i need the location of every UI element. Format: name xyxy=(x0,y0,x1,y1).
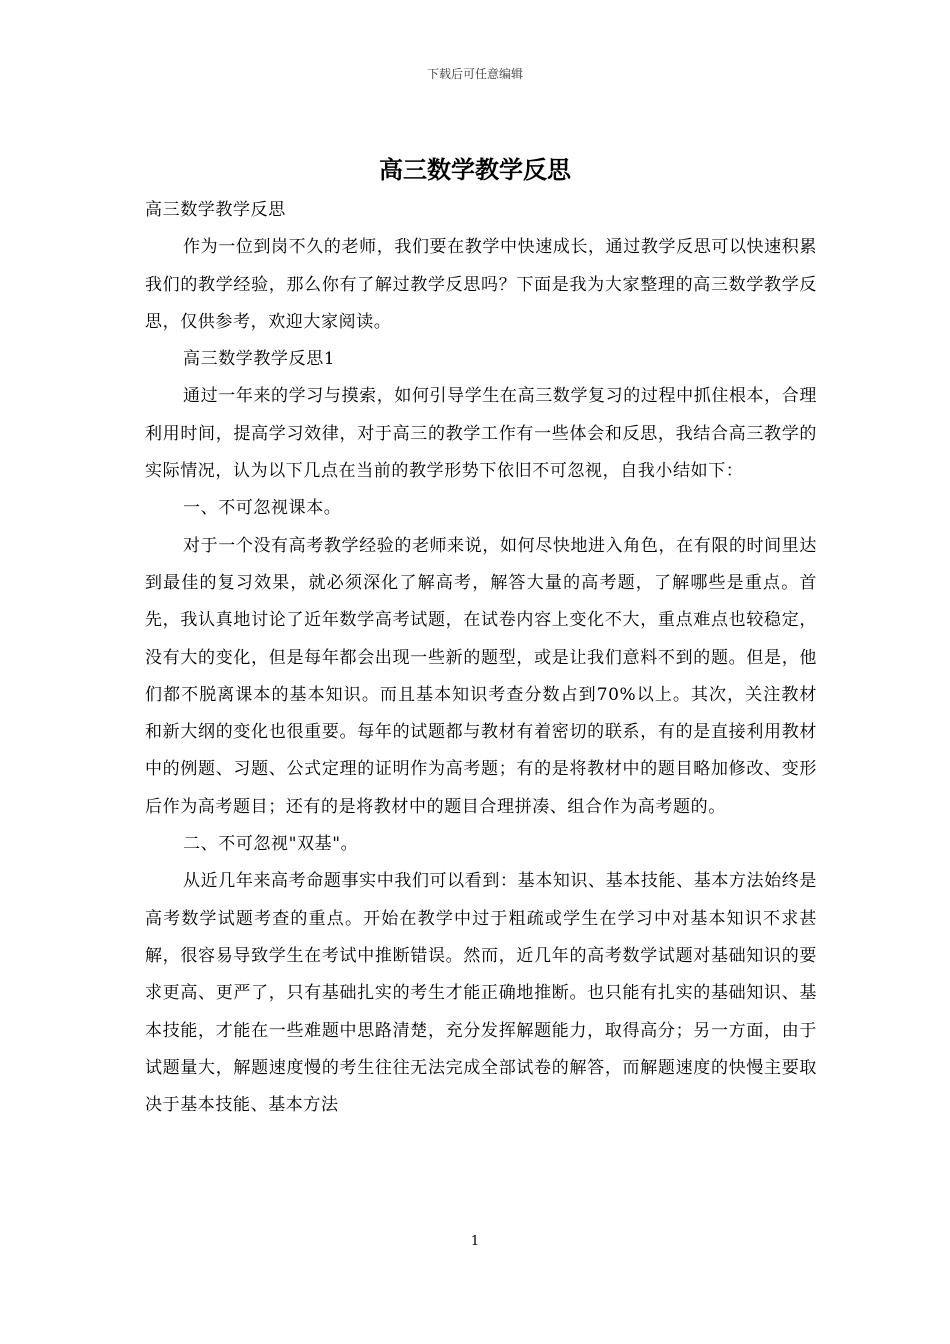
body-paragraph: 从近几年来高考命题事实中我们可以看到：基本知识、基本技能、基本方法始终是高考数学试题考查的重点。开始在教学中过于粗疏或学生在学习中对基本知识不求甚解，很容易导致学生在考试中推断错误。然而，近几年的高考数学试题对基础知识的要求更高、更严了，只有基础扎实的考生才能正确地推断。也只能有扎实的基础知识、基本技能，才能在一些难题中思路清楚，充分发挥解题能力，取得高分；另一方面，由于试题量大，解题速度慢的考生往往无法完成全部试卷的解答，而解题速度的快慢主要取决于基本技能、基本方法 xyxy=(145,871,817,1116)
document-subtitle: 高三数学教学反思 xyxy=(145,200,286,220)
body-paragraph: 对于一个没有高考教学经验的老师来说，如何尽快地进入角色，在有限的时间里达到最佳的复习效果，就必须深化了解高考，解答大量的高考题，了解哪些是重点。首先，我认真地讨论了近年数学高考试题，在试卷内容上变化不大，重点难点也较稳定，没有大的变化，但是每年都会出现一些新的题型，或是让我们意料不到的题。但是，他们都不脱离课本的基本知识。而且基本知识考查分数占到70%以上。其次，关注教材和新大纲的变化也很重要。每年的试题都与教材有着密切的联系，有的是直接利用教材中的例题、习题、公式定理的证明作为高考题；有的是将教材中的题目略加修改、变形后作为高考题目；还有的是将教材中的题目合理拼凑、组合作为高考题的。 xyxy=(145,535,817,817)
page-number: 1 xyxy=(470,1234,480,1249)
document-body xyxy=(145,192,817,1124)
body-paragraph: 通过一年来的学习与摸索，如何引导学生在高三数学复习的过程中抓住根本，合理利用时间，提高学习效律，对于高三的教学工作有一些体会和反思，我结合高三教学的实际情况，认为以下几点在当前的教学形势下依旧不可忽视，自我小结如下： xyxy=(145,386,817,482)
section-heading-basics: 二、不可忽视"双基"。 xyxy=(183,834,359,855)
page-header-note: 下载后可任意编辑 xyxy=(426,67,523,81)
intro-paragraph: 作为一位到岗不久的老师，我们要在教学中快速成长，通过教学反思可以快速积累我们的教学经验，那么你有了解过教学反思吗？下面是我为大家整理的高三数学教学反思，仅供参考，欢迎大家阅读。 xyxy=(145,237,817,332)
document-title: 高三数学教学反思 xyxy=(379,155,571,184)
section-heading-textbook: 一、不可忽视课本。 xyxy=(183,498,342,519)
section-heading-reflection-1: 高三数学教学反思1 xyxy=(183,349,336,370)
